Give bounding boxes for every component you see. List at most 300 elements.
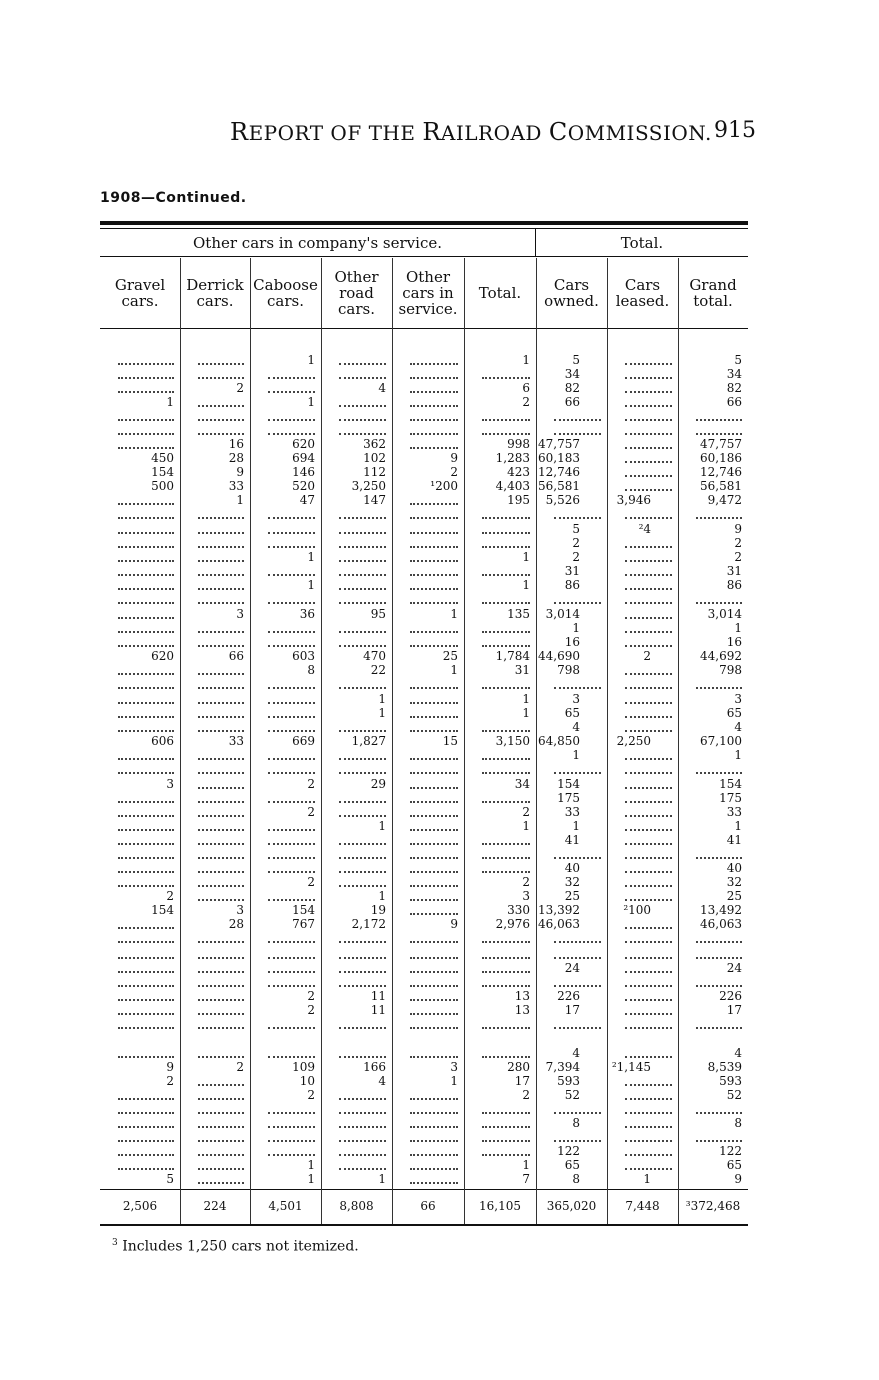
leader-dots xyxy=(198,799,244,803)
leader-dots xyxy=(625,869,672,873)
leader-dots xyxy=(554,515,601,519)
table-cell-total: 2 xyxy=(522,875,530,889)
table-cell-grand-total: 40 xyxy=(726,861,742,875)
table-cell-grand-total: 65 xyxy=(726,1158,742,1172)
leader-dots xyxy=(625,1110,672,1114)
table-cell-gravel: 5 xyxy=(166,1172,174,1186)
leader-dots xyxy=(625,515,672,519)
leader-dots xyxy=(410,939,458,943)
table-cell-cars-owned: 52 xyxy=(564,1088,581,1102)
leader-dots xyxy=(410,375,458,379)
table-cell-gravel: 2 xyxy=(166,1074,174,1088)
table-cell-other-road: 3,250 xyxy=(351,479,386,493)
leader-dots xyxy=(198,1025,244,1029)
leader-dots xyxy=(268,1054,315,1058)
leader-dots xyxy=(625,629,672,633)
leader-dots xyxy=(198,586,244,590)
table-cell-cars-owned: 4 xyxy=(572,720,581,734)
leader-dots xyxy=(198,403,244,407)
leader-dots xyxy=(198,955,244,959)
leader-dots xyxy=(410,728,458,732)
leader-dots xyxy=(625,615,672,619)
total-cell-cars-leased: 7,448 xyxy=(625,1199,660,1213)
table-cell-cars-owned: 60,183 xyxy=(538,451,581,465)
leader-dots xyxy=(118,600,174,604)
leader-dots xyxy=(118,983,174,987)
table-cell-cars-owned: 1 xyxy=(572,819,581,833)
table-cell-total: 135 xyxy=(507,607,530,621)
table-cell-grand-total: 154 xyxy=(719,777,742,791)
leader-dots xyxy=(198,544,244,548)
leader-dots xyxy=(118,615,174,619)
total-cell-other-service: 66 xyxy=(420,1199,436,1213)
table-cell-cars-owned: 226 xyxy=(557,989,581,1003)
leader-dots xyxy=(410,445,458,449)
leader-dots xyxy=(625,544,672,548)
table-cell-caboose: 694 xyxy=(292,451,315,465)
table-cell-grand-total: 4 xyxy=(734,720,742,734)
leader-dots xyxy=(410,827,458,831)
table-cell-total: 1 xyxy=(522,353,530,367)
leader-dots xyxy=(198,700,244,704)
table-cell-cars-owned: 13,392 xyxy=(538,903,581,917)
table-cell-other-road: 1 xyxy=(378,706,386,720)
column-header-grand-total: Grand total. xyxy=(689,276,737,310)
table-cell-grand-total: 33 xyxy=(726,805,742,819)
leader-dots xyxy=(625,572,672,576)
leader-dots xyxy=(118,558,174,562)
leader-dots xyxy=(198,1054,244,1058)
table-cell-grand-total: 65 xyxy=(726,706,742,720)
leader-dots xyxy=(625,671,672,675)
leader-dots xyxy=(625,728,672,732)
leader-dots xyxy=(268,1110,315,1114)
leader-dots xyxy=(118,1054,174,1058)
leader-dots xyxy=(696,515,742,519)
leader-dots xyxy=(625,389,672,393)
table-cell-cars-leased: 2 xyxy=(643,649,652,663)
leader-dots xyxy=(268,1124,315,1128)
table-cell-derrick: 33 xyxy=(228,734,244,748)
leader-dots xyxy=(198,813,244,817)
leader-dots xyxy=(410,501,458,505)
leader-dots xyxy=(339,813,386,817)
leader-dots xyxy=(625,1152,672,1156)
leader-dots xyxy=(554,431,601,435)
table-cell-grand-total: 67,100 xyxy=(700,734,742,748)
leader-dots xyxy=(118,955,174,959)
table-cell-caboose: 109 xyxy=(292,1060,315,1074)
leader-dots xyxy=(268,983,315,987)
total-cell-other-road: 8,808 xyxy=(339,1199,374,1213)
leader-dots xyxy=(625,925,672,929)
table-cell-cars-owned: 5 xyxy=(572,353,581,367)
leader-dots xyxy=(118,501,174,505)
table-cell-cars-owned: 16 xyxy=(564,635,581,649)
leader-dots xyxy=(268,417,315,421)
table-cell-other-road: 1 xyxy=(378,692,386,706)
leader-dots xyxy=(339,586,386,590)
leader-dots xyxy=(118,1110,174,1114)
table-cell-derrick: 3 xyxy=(236,607,244,621)
leader-dots xyxy=(268,969,315,973)
table-cell-caboose: 669 xyxy=(292,734,315,748)
table-cell-caboose: 1 xyxy=(307,353,315,367)
table-cell-cars-owned: 3 xyxy=(572,692,581,706)
table-cell-cars-owned: 154 xyxy=(557,777,581,791)
leader-dots xyxy=(696,939,742,943)
leader-dots xyxy=(410,869,458,873)
leader-dots xyxy=(268,515,315,519)
top-rule-thin xyxy=(100,228,748,229)
column-divider xyxy=(678,258,679,1224)
leader-dots xyxy=(198,685,244,689)
leader-dots xyxy=(198,897,244,901)
leader-dots xyxy=(625,558,672,562)
table-cell-grand-total: 9,472 xyxy=(707,493,742,507)
leader-dots xyxy=(118,714,174,718)
table-cell-total: 34 xyxy=(514,777,530,791)
leader-dots xyxy=(339,756,386,760)
leader-dots xyxy=(482,939,530,943)
leader-dots xyxy=(118,530,174,534)
table-cell-total: 13 xyxy=(514,989,530,1003)
table-cell-cars-owned: 3,014 xyxy=(545,607,581,621)
leader-dots xyxy=(198,785,244,789)
table-cell-cars-owned: 1 xyxy=(572,748,581,762)
leader-dots xyxy=(339,841,386,845)
table-cell-caboose: 47 xyxy=(299,493,315,507)
leader-dots xyxy=(625,700,672,704)
table-cell-other-road: 1 xyxy=(378,889,386,903)
table-cell-other-road: 112 xyxy=(363,465,386,479)
leader-dots xyxy=(410,997,458,1001)
footnote-text: Includes 1,250 cars not itemized. xyxy=(122,1238,359,1255)
table-cell-derrick: 33 xyxy=(228,479,244,493)
leader-dots xyxy=(482,431,530,435)
leader-dots xyxy=(198,558,244,562)
leader-dots xyxy=(696,1110,742,1114)
table-cell-other-service: 9 xyxy=(450,451,458,465)
table-cell-other-road: 19 xyxy=(370,903,386,917)
table-cell-total: 280 xyxy=(507,1060,530,1074)
leader-dots xyxy=(118,770,174,774)
table-cell-grand-total: 32 xyxy=(726,875,742,889)
leader-dots xyxy=(268,841,315,845)
leader-dots xyxy=(118,728,174,732)
table-cell-derrick: 9 xyxy=(236,465,244,479)
table-cell-grand-total: 66 xyxy=(726,395,742,409)
leader-dots xyxy=(198,629,244,633)
table-cell-cars-owned: 44,690 xyxy=(538,649,581,663)
table-cell-cars-owned: 24 xyxy=(564,961,581,975)
leader-dots xyxy=(198,1124,244,1128)
table-cell-total: 3,150 xyxy=(495,734,530,748)
table-cell-cars-owned: 5,526 xyxy=(545,493,581,507)
table-cell-caboose: 2 xyxy=(307,777,315,791)
table-cell-derrick: 1 xyxy=(236,493,244,507)
table-cell-total: 1 xyxy=(522,692,530,706)
leader-dots xyxy=(339,544,386,548)
leader-dots xyxy=(625,1054,672,1058)
leader-dots xyxy=(198,515,244,519)
table-cell-caboose: 8 xyxy=(307,663,315,677)
leader-dots xyxy=(410,389,458,393)
table-cell-grand-total: 47,757 xyxy=(700,437,742,451)
leader-dots xyxy=(410,1054,458,1058)
leader-dots xyxy=(625,643,672,647)
leader-dots xyxy=(198,869,244,873)
leader-dots xyxy=(554,983,601,987)
table-cell-derrick: 28 xyxy=(228,451,244,465)
table-cell-cars-owned: 56,581 xyxy=(538,479,581,493)
leader-dots xyxy=(482,1025,530,1029)
table-cell-other-road: 102 xyxy=(363,451,386,465)
column-header-caboose: Caboose cars. xyxy=(253,276,318,310)
group-rule xyxy=(100,256,748,257)
table-cell-other-service: 2 xyxy=(450,465,458,479)
table-cell-cars-leased: 1 xyxy=(643,1172,652,1186)
table-cell-cars-owned: 12,746 xyxy=(538,465,581,479)
table-cell-other-road: 1 xyxy=(378,819,386,833)
leader-dots xyxy=(482,1124,530,1128)
table-cell-caboose: 520 xyxy=(292,479,315,493)
table-cell-other-service: 25 xyxy=(442,649,458,663)
table-cell-grand-total: 13,492 xyxy=(700,903,742,917)
table-cell-gravel: 2 xyxy=(166,889,174,903)
table-cell-cars-owned: 593 xyxy=(557,1074,581,1088)
leader-dots xyxy=(268,855,315,859)
leader-dots xyxy=(482,643,530,647)
leader-dots xyxy=(118,445,174,449)
table-cell-cars-leased: ²4 xyxy=(638,522,652,536)
leader-dots xyxy=(198,728,244,732)
leader-dots xyxy=(268,728,315,732)
leader-dots xyxy=(625,459,672,463)
table-cell-other-road: 4 xyxy=(378,1074,386,1088)
leader-dots xyxy=(410,911,458,915)
table-cell-cars-owned: 86 xyxy=(564,578,581,592)
table-cell-gravel: 620 xyxy=(151,649,174,663)
table-cell-total: 1 xyxy=(522,819,530,833)
leader-dots xyxy=(410,544,458,548)
top-rule-thick xyxy=(100,221,748,225)
leader-dots xyxy=(118,671,174,675)
leader-dots xyxy=(268,1138,315,1142)
leader-dots xyxy=(118,1096,174,1100)
table-cell-other-road: 4 xyxy=(378,381,386,395)
table-cell-total: 2 xyxy=(522,395,530,409)
leader-dots xyxy=(198,756,244,760)
leader-dots xyxy=(410,983,458,987)
leader-dots xyxy=(410,1025,458,1029)
table-cell-caboose: 620 xyxy=(292,437,315,451)
leader-dots xyxy=(198,1180,244,1184)
table-cell-caboose: 2 xyxy=(307,989,315,1003)
leader-dots xyxy=(625,417,672,421)
table-cell-cars-owned: 25 xyxy=(564,889,581,903)
leader-dots xyxy=(410,785,458,789)
table-cell-grand-total: 9 xyxy=(734,1172,742,1186)
table-cell-total: 2 xyxy=(522,1088,530,1102)
table-cell-grand-total: 24 xyxy=(726,961,742,975)
leader-dots xyxy=(339,969,386,973)
group-header-other-cars: Other cars in company's service. xyxy=(193,234,442,252)
leader-dots xyxy=(339,403,386,407)
table-cell-cars-owned: 40 xyxy=(564,861,581,875)
header-initial-c: C xyxy=(548,118,568,146)
leader-dots xyxy=(198,361,244,365)
table-cell-grand-total: 1 xyxy=(734,748,742,762)
leader-dots xyxy=(339,869,386,873)
leader-dots xyxy=(339,1096,386,1100)
column-header-cars-leased: Cars leased. xyxy=(615,276,670,310)
column-divider xyxy=(392,258,393,1224)
leader-dots xyxy=(118,1025,174,1029)
total-cell-total: 16,105 xyxy=(479,1199,521,1213)
total-cell-grand-total: ³372,468 xyxy=(685,1199,741,1213)
leader-dots xyxy=(554,1025,601,1029)
leader-dots xyxy=(625,939,672,943)
leader-dots xyxy=(482,530,530,534)
table-cell-gravel: 450 xyxy=(151,451,174,465)
table-cell-grand-total: 8,539 xyxy=(707,1060,742,1074)
column-header-other-road: Other road cars. xyxy=(334,268,379,318)
leader-dots xyxy=(696,431,742,435)
leader-dots xyxy=(268,799,315,803)
leader-dots xyxy=(339,1152,386,1156)
table-cell-grand-total: 82 xyxy=(726,381,742,395)
leader-dots xyxy=(554,1110,601,1114)
table-cell-caboose: 36 xyxy=(299,607,315,621)
leader-dots xyxy=(118,855,174,859)
table-cell-total: 1,283 xyxy=(495,451,530,465)
table-cell-grand-total: 52 xyxy=(726,1088,742,1102)
table-cell-total: 1 xyxy=(522,706,530,720)
leader-dots xyxy=(268,955,315,959)
leader-dots xyxy=(482,728,530,732)
table-cell-grand-total: 798 xyxy=(719,663,742,677)
leader-dots xyxy=(482,983,530,987)
leader-dots xyxy=(118,813,174,817)
leader-dots xyxy=(339,1138,386,1142)
leader-dots xyxy=(268,756,315,760)
table-cell-cars-owned: 7,394 xyxy=(545,1060,581,1074)
leader-dots xyxy=(696,770,742,774)
leader-dots xyxy=(198,855,244,859)
table-cell-gravel: 9 xyxy=(166,1060,174,1074)
leader-dots xyxy=(268,869,315,873)
table-cell-other-road: 2,172 xyxy=(351,917,386,931)
continued-label: 1908—Continued. xyxy=(100,190,247,206)
table-cell-other-road: 95 xyxy=(370,607,386,621)
leader-dots xyxy=(625,955,672,959)
column-divider xyxy=(321,258,322,1224)
leader-dots xyxy=(410,586,458,590)
leader-dots xyxy=(625,600,672,604)
leader-dots xyxy=(198,939,244,943)
table-cell-grand-total: 593 xyxy=(719,1074,742,1088)
leader-dots xyxy=(554,417,601,421)
leader-dots xyxy=(410,1011,458,1015)
leader-dots xyxy=(554,770,601,774)
leader-dots xyxy=(268,572,315,576)
leader-dots xyxy=(339,558,386,562)
leader-dots xyxy=(625,1138,672,1142)
column-header-total: Total. xyxy=(478,284,522,302)
column-divider xyxy=(536,258,537,1224)
table-cell-gravel: 3 xyxy=(166,777,174,791)
leader-dots xyxy=(339,983,386,987)
leader-dots xyxy=(696,955,742,959)
leader-dots xyxy=(625,1011,672,1015)
table-cell-grand-total: 122 xyxy=(719,1144,742,1158)
table-cell-other-road: 11 xyxy=(370,989,386,1003)
table-cell-other-road: 362 xyxy=(363,437,386,451)
leader-dots xyxy=(198,1096,244,1100)
leader-dots xyxy=(625,473,672,477)
table-cell-derrick: 3 xyxy=(236,903,244,917)
total-cell-derrick: 224 xyxy=(203,1199,227,1213)
leader-dots xyxy=(118,572,174,576)
leader-dots xyxy=(410,700,458,704)
table-cell-grand-total: 56,581 xyxy=(700,479,742,493)
column-header-other-service: Other cars in service. xyxy=(398,268,458,318)
total-cell-gravel: 2,506 xyxy=(122,1199,158,1213)
leader-dots xyxy=(198,770,244,774)
table-cell-caboose: 2 xyxy=(307,805,315,819)
header-part-2: AILROAD xyxy=(440,121,549,145)
total-cell-cars-owned: 365,020 xyxy=(546,1199,597,1213)
leader-dots xyxy=(410,361,458,365)
leader-dots xyxy=(482,417,530,421)
leader-dots xyxy=(339,1124,386,1128)
table-cell-cars-owned: 5 xyxy=(572,522,581,536)
table-cell-grand-total: 46,063 xyxy=(700,917,742,931)
leader-dots xyxy=(268,431,315,435)
leader-dots xyxy=(410,600,458,604)
table-cell-caboose: 2 xyxy=(307,1003,315,1017)
leader-dots xyxy=(410,813,458,817)
leader-dots xyxy=(339,375,386,379)
leader-dots xyxy=(198,417,244,421)
table-cell-cars-owned: 122 xyxy=(557,1144,581,1158)
leader-dots xyxy=(198,983,244,987)
table-cell-cars-owned: 46,063 xyxy=(538,917,581,931)
leader-dots xyxy=(410,1166,458,1170)
table-cell-other-service: 3 xyxy=(450,1060,458,1074)
leader-dots xyxy=(198,841,244,845)
table-cell-cars-leased: ²100 xyxy=(623,903,652,917)
table-cell-cars-owned: 17 xyxy=(564,1003,581,1017)
table-cell-other-road: 11 xyxy=(370,1003,386,1017)
table-cell-gravel: 1 xyxy=(166,395,174,409)
header-part-3: OMMISSION. xyxy=(567,121,712,145)
leader-dots xyxy=(554,955,601,959)
table-cell-caboose: 146 xyxy=(292,465,315,479)
leader-dots xyxy=(339,417,386,421)
leader-dots xyxy=(118,1124,174,1128)
table-cell-other-road: 166 xyxy=(363,1060,386,1074)
leader-dots xyxy=(625,1082,672,1086)
leader-dots xyxy=(482,1152,530,1156)
leader-dots xyxy=(339,361,386,365)
table-cell-other-road: 1,827 xyxy=(351,734,386,748)
leader-dots xyxy=(625,983,672,987)
leader-dots xyxy=(339,955,386,959)
table-cell-grand-total: 31 xyxy=(726,564,742,578)
leader-dots xyxy=(625,685,672,689)
